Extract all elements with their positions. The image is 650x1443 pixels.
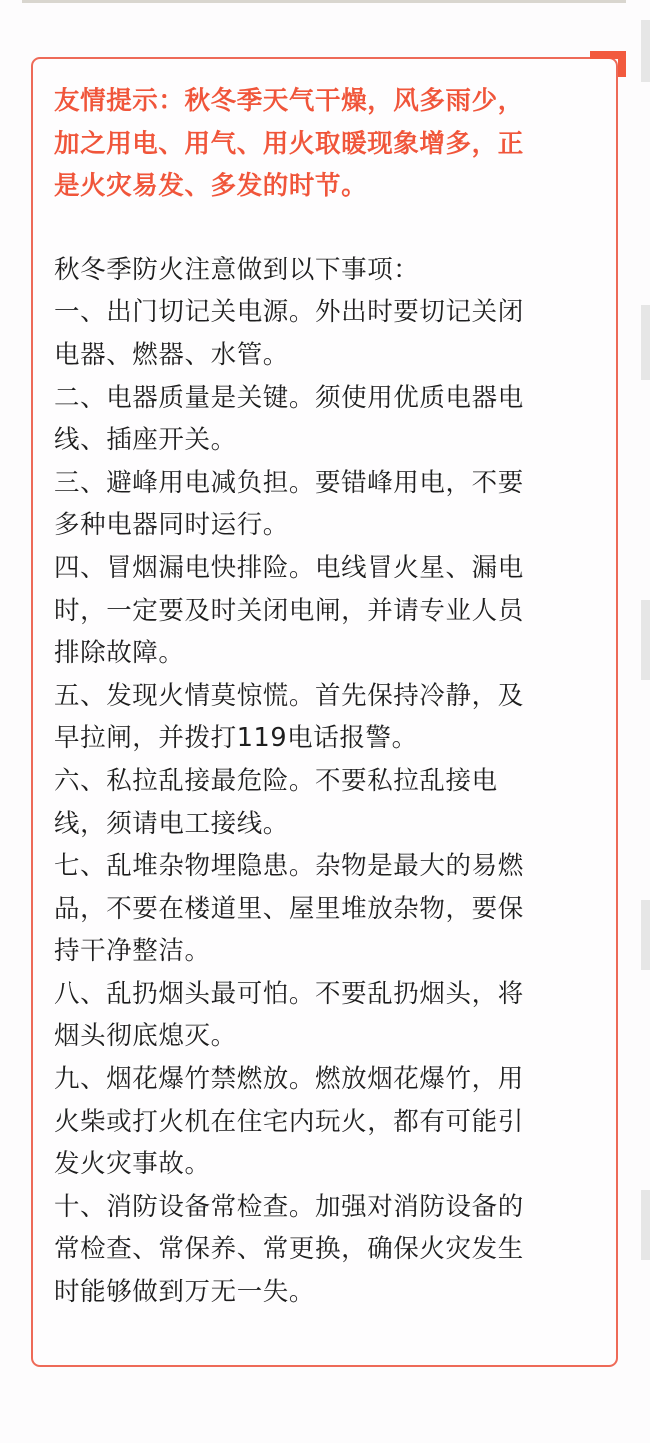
list-item-line: 早拉闸，并拨打119电话报警。: [54, 723, 418, 754]
top-divider: [22, 0, 626, 3]
list-item: [54, 1058, 604, 1186]
list-item-line: 三、避峰用电减负担。要错峰用电，不要: [54, 467, 524, 498]
notice-content: [54, 80, 604, 1314]
list-item-line: 六、私拉乱接最危险。不要私拉乱接电: [54, 765, 498, 796]
list-item-line: 线、插座开关。: [54, 425, 237, 456]
list-item: [54, 675, 604, 760]
list-item-line: 持干净整洁。: [54, 936, 211, 967]
list-item-line: 七、乱堆杂物埋隐患。杂物是最大的易燃: [54, 851, 524, 882]
scroll-indicator: [641, 600, 650, 680]
scroll-indicator: [641, 900, 650, 970]
list-item-line: 火柴或打火机在住宅内玩火，都有可能引: [54, 1106, 524, 1137]
fire-safety-list: [54, 291, 604, 1313]
list-item: [54, 291, 604, 376]
list-item-line: 八、乱扔烟头最可怕。不要乱扔烟头，将: [54, 978, 524, 1009]
list-item: [54, 377, 604, 462]
list-item-line: 四、冒烟漏电快排险。电线冒火星、漏电: [54, 552, 524, 583]
tip-line: 加之用电、用气、用火取暖现象增多，正: [54, 128, 524, 159]
list-item-line: 时，一定要及时关闭电闸，并请专业人员: [54, 595, 524, 626]
list-item-line: 常检查、常保养、常更换，确保火灾发生: [54, 1234, 524, 1265]
tip-line: 友情提示：秋冬季天气干燥，风多雨少，: [54, 86, 524, 116]
scroll-indicator: [641, 20, 650, 82]
list-item: [54, 547, 604, 675]
list-item-line: 九、烟花爆竹禁燃放。燃放烟花爆竹，用: [54, 1064, 524, 1095]
tip-line: 是火灾易发、多发的时节。: [54, 171, 368, 202]
list-item-line: 排除故障。: [54, 638, 185, 669]
list-item-line: 品，不要在楼道里、屋里堆放杂物，要保: [54, 893, 524, 924]
list-item-line: 烟头彻底熄灭。: [54, 1021, 237, 1052]
scroll-indicator: [641, 1190, 650, 1260]
list-item-line: 电器、燃器、水管。: [54, 339, 289, 370]
list-item-line: 十、消防设备常检查。加强对消防设备的: [54, 1191, 524, 1222]
list-item-line: 线，须请电工接线。: [54, 808, 289, 839]
list-item: [54, 1186, 604, 1314]
friendly-tip: [54, 80, 604, 208]
intro-heading: 秋冬季防火注意做到以下事项：: [54, 254, 420, 285]
list-item-line: 一、出门切记关电源。外出时要切记关闭: [54, 297, 524, 328]
list-item-line: 多种电器同时运行。: [54, 510, 289, 541]
list-item: [54, 973, 604, 1058]
list-item: [54, 845, 604, 973]
list-item-line: 二、电器质量是关键。须使用优质电器电: [54, 382, 524, 413]
scroll-indicator: [641, 305, 650, 380]
list-item-line: 时能够做到万无一失。: [54, 1277, 316, 1308]
list-item-line: 五、发现火情莫惊慌。首先保持冷静，及: [54, 680, 524, 711]
corner-accent: [590, 51, 626, 77]
list-item-line: 发火灾事故。: [54, 1149, 211, 1180]
list-item: [54, 462, 604, 547]
list-item: [54, 760, 604, 845]
